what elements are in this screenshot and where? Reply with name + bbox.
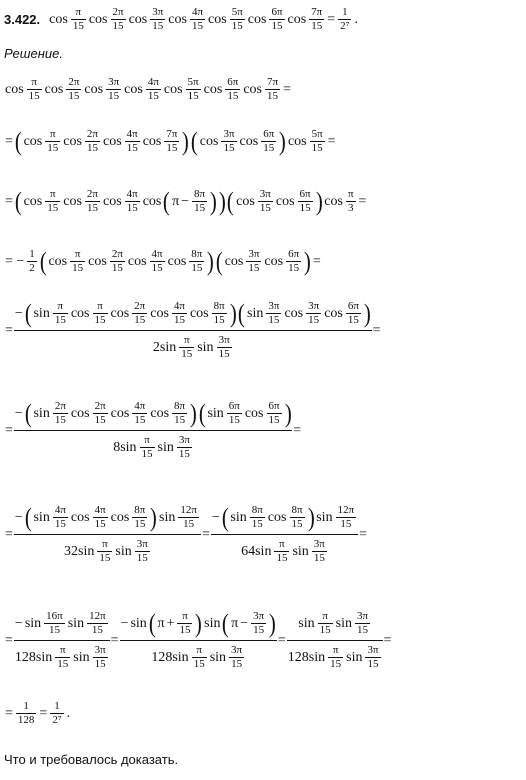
problem-statement xyxy=(4,6,526,33)
step-1: cos $\frac{\pi}{15}$ cos $\frac{2\pi}{15}$ cos $\frac{3\pi}{15}$ cos $\frac{4\pi}{15}$ cos $\frac{5\pi}{15}$ cos $\frac{6\pi}{15}$ cos $\frac{7\pi}{15}$ = xyxy=(5,76,291,102)
statement-expression: cos $\frac{\pi}{15}$ cos $\frac{2\pi}{15}$ cos $\frac{3\pi}{15}$ cos $\frac{4\pi}{15}$ cos $\frac{5\pi}{15}$ cos $\frac{6\pi}{15}$ cos $\frac{7\pi}{15}$ = $\frac{1}{\text{2⁷}}$ . xyxy=(49,6,358,32)
step-7: = − ( sin $\frac{4\pi}{15}$ cos $\frac{4\pi}{15}$ cos $\frac{8\pi}{15}$ ) sin $\frac{12\pi}{15}$ 32sin $\frac{\pi}{15}$ sin $\frac{3\pi}{15}$ = − ( sin $\frac{8\pi}{15}$ cos $\frac{8\pi}{15}$ ) sin $\frac{12\pi}{15}$ 64sin $\frac{\pi}{15}$ sin $\frac{3\pi}{15}$ = xyxy=(5,502,368,564)
step-3: = ( cos $\frac{\pi}{15}$ cos $\frac{2\pi}{15}$ cos $\frac{4\pi}{15}$ cos ( π − $\frac{8\pi}{15}$ ) ) ( cos $\frac{3\pi}{15}$ cos $\frac{6\pi}{15}$ ) cos $\frac{\pi}{3}$ = xyxy=(5,186,367,216)
problem-number: 3.422. xyxy=(4,12,41,27)
step-8: = − sin $\frac{16\pi}{15}$ sin $\frac{12\pi}{15}$ 128sin $\frac{\pi}{15}$ sin $\frac{3\pi}{15}$ = − sin ( π + $\frac{\pi}{15}$ ) sin ( π − $\frac{3\pi}{15}$ ) 128sin $\frac{\pi}{15}$ sin $\frac{3\pi}{15}$ = sin $\frac{\pi}{15}$ sin $\frac{3\pi}{15}$ 128sin $\frac{\pi}{15}$ sin $\frac{3\pi}{15}$ = xyxy=(5,608,392,670)
statement-rhs: $\frac{1}{\text{2⁷}}$ xyxy=(340,6,350,32)
step-5: = − ( sin $\frac{\pi}{15}$ cos $\frac{\pi}{15}$ cos $\frac{2\pi}{15}$ cos $\frac{4\pi}{15}$ cos $\frac{8\pi}{15}$ ) ( sin $\frac{3\pi}{15}$ cos $\frac{3\pi}{15}$ cos $\frac{6\pi}{15}$ ) 2sin $\frac{\pi}{15}$ sin $\frac{3\pi}{15}$ = xyxy=(5,298,381,360)
step-6: = − ( sin $\frac{2\pi}{15}$ cos $\frac{2\pi}{15}$ cos $\frac{4\pi}{15}$ cos $\frac{8\pi}{15}$ ) ( sin $\frac{6\pi}{15}$ cos $\frac{6\pi}{15}$ ) 8sin $\frac{\pi}{15}$ sin $\frac{3\pi}{15}$ = xyxy=(5,398,302,460)
solution-label: Решение. xyxy=(4,46,64,61)
conclusion: Что и требовалось доказать. xyxy=(4,752,179,767)
step-2: = ( cos $\frac{\pi}{15}$ cos $\frac{2\pi}{15}$ cos $\frac{4\pi}{15}$ cos $\frac{7\pi}{15}$ ) ( cos $\frac{3\pi}{15}$ cos $\frac{6\pi}{15}$ ) cos $\frac{5\pi}{15}$ = xyxy=(5,126,336,156)
final-result: = $\frac{1}{128}$ = $\frac{1}{\text{2⁷}}$ . xyxy=(5,700,71,726)
step-4: = − $\frac{1}{2}$ ( cos $\frac{\pi}{15}$ cos $\frac{2\pi}{15}$ cos $\frac{4\pi}{15}$ cos $\frac{8\pi}{15}$ ) ( cos $\frac{3\pi}{15}$ cos $\frac{6\pi}{15}$ ) = xyxy=(5,246,321,276)
